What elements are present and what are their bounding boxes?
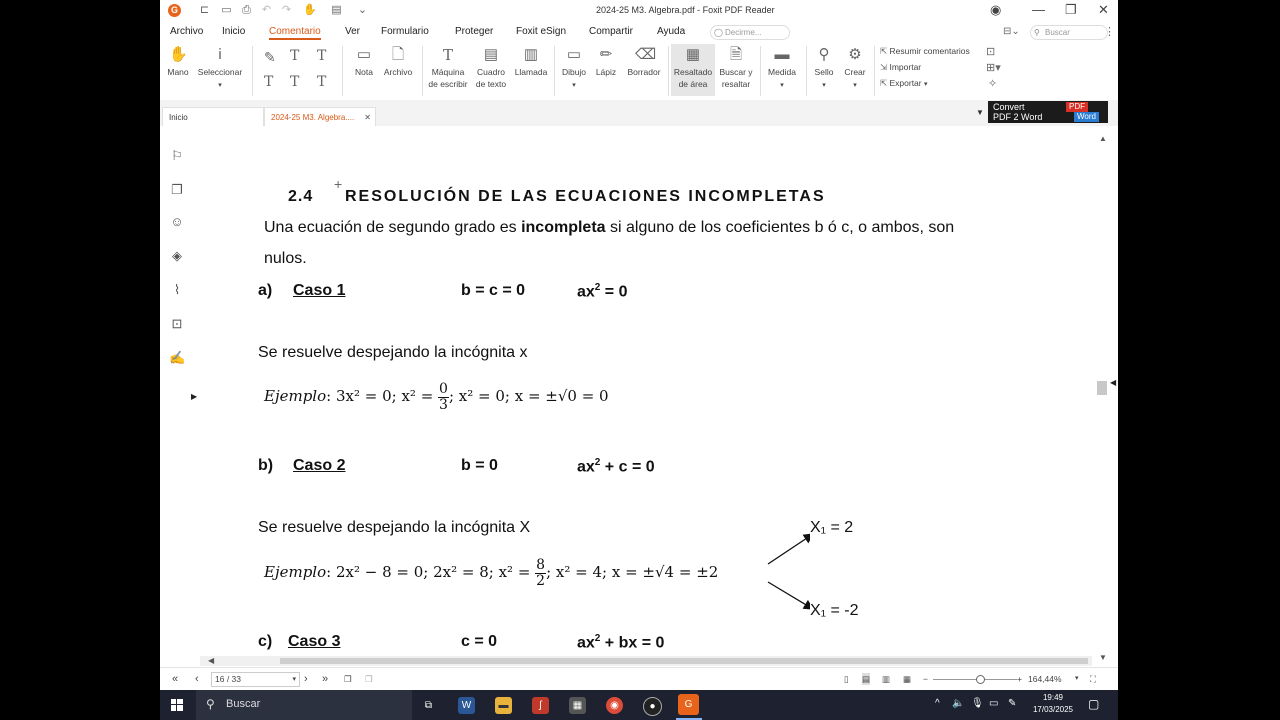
solution-arrows [750, 521, 810, 621]
menu-archivo[interactable]: Archivo [170, 26, 204, 37]
file-label: Archivo [383, 67, 413, 77]
bookmark-icon[interactable]: ⚐ [171, 148, 183, 163]
ribbon-divider [806, 46, 807, 96]
drawing-label: Dibujo [561, 67, 587, 77]
page-dropdown-icon[interactable]: ▾ [292, 676, 296, 683]
example-2-numerator: 8 [536, 556, 546, 573]
squiggly-icon[interactable]: T [264, 74, 274, 90]
example-2 [264, 550, 718, 594]
convert-pdf-banner[interactable] [988, 101, 1108, 123]
zoom-in-icon[interactable]: + [1017, 674, 1022, 684]
redo-icon[interactable]: ↷ [281, 4, 292, 16]
area-highlight-label-1: Resaltado [673, 67, 713, 77]
search-highlight-label-1: Buscar y [719, 67, 753, 77]
zoom-dropdown-icon[interactable]: ▾ [1075, 675, 1079, 682]
example-2-part-1: : 2x² − 8 = 0; 2x² = 8; x² = [326, 563, 536, 581]
ribbon-divider [760, 46, 761, 96]
calculator-icon[interactable]: ▦ [569, 697, 586, 714]
measure-button[interactable] [764, 46, 800, 92]
intro-text-1: Una ecuación de segundo grado es [264, 219, 522, 236]
create-button[interactable] [840, 46, 870, 92]
area-highlight-icon: ▦ [685, 46, 701, 63]
arrow-up [768, 534, 810, 564]
scroll-left-icon[interactable]: ◀ [208, 656, 215, 665]
eraser-icon: ⌫ [635, 46, 657, 63]
menu-comentario[interactable]: Comentario [269, 26, 321, 40]
example-2-label: Ejemplo [264, 563, 327, 581]
case-a-eq-base: ax [577, 283, 595, 301]
ribbon-divider [554, 46, 555, 96]
status-bar [160, 667, 1118, 690]
title-bar [160, 0, 1118, 22]
underline-text-icon[interactable]: T [290, 48, 300, 64]
callout-button[interactable] [512, 46, 550, 78]
import-icon: ⇲ [880, 62, 890, 72]
windows-start-icon[interactable] [171, 699, 183, 711]
close-button[interactable]: ✕ [1098, 2, 1109, 17]
word-app-icon[interactable]: W [458, 697, 475, 714]
comment-settings-icon[interactable]: ⊞▾ [986, 62, 1001, 74]
tray-chevron-icon[interactable]: ^ [935, 698, 940, 709]
measure-label: Medida [768, 67, 796, 77]
search-placeholder: Buscar [1045, 28, 1070, 37]
previous-page-icon[interactable]: ‹ [195, 673, 199, 685]
document-tabs [160, 100, 1118, 126]
continuous-page-icon[interactable]: ▤ [862, 674, 871, 684]
file-explorer-icon[interactable]: ▬ [495, 697, 512, 714]
ruler-icon: ▬ [774, 46, 790, 63]
strikeout-text-icon[interactable]: T [317, 48, 327, 64]
chrome-icon[interactable]: ◉ [606, 697, 623, 714]
pages-icon[interactable]: ❐ [171, 182, 183, 197]
foxit-taskbar-icon[interactable]: G [678, 694, 699, 715]
copy-icon[interactable]: ❐ [344, 674, 352, 684]
pin-icon[interactable]: ✧ [988, 78, 998, 90]
pdf-page-view[interactable] [200, 126, 1092, 661]
close-tab-icon[interactable]: ✕ [364, 113, 371, 122]
textbox-icon: ▤ [483, 46, 499, 63]
next-page-icon[interactable]: › [304, 673, 308, 685]
customize-chevron-icon[interactable]: ⌄ [357, 4, 368, 16]
callout-label: Llamada [514, 67, 548, 77]
case-b-solve-text: Se resuelve despejando la incógnita X [258, 519, 531, 536]
summarize-label: Resumir comentarios [889, 46, 970, 56]
example-1-denominator: 3 [439, 396, 448, 413]
search-highlight-icon: 🗎 [729, 46, 743, 63]
search-highlight-button[interactable] [717, 46, 755, 90]
comment-tool-icon[interactable]: ▤ [331, 4, 342, 16]
arrow-down [768, 582, 810, 609]
save-icon[interactable]: ▭ [221, 4, 232, 16]
window-title: 2024-25 M3. Algebra.pdf - Foxit PDF Reader [596, 5, 775, 15]
section-number: 2.4 [288, 188, 314, 205]
replace-text-icon[interactable]: T [290, 74, 300, 90]
stamp-button[interactable] [810, 46, 838, 92]
security-icon[interactable]: ⊡ [171, 316, 183, 331]
case-a-eq-rest: = 0 [600, 283, 628, 301]
textbox-button[interactable] [472, 46, 510, 90]
taskbar-search-box[interactable] [196, 690, 412, 720]
ribbon-toolbar [160, 42, 1118, 101]
textbox-label-2: de texto [475, 79, 507, 89]
taskbar [160, 690, 1118, 720]
stamp-label: Sello [814, 67, 834, 77]
case-b-condition: b = 0 [461, 457, 498, 474]
taskbar-search-placeholder: Buscar [226, 698, 261, 710]
chevron-down-icon: ▾ [218, 82, 222, 89]
collapse-right-panel-icon[interactable]: ◀ [1110, 378, 1117, 387]
note-icon: ▭ [356, 46, 372, 63]
eraser-button[interactable] [624, 46, 664, 78]
foxit-logo-icon: G [168, 4, 181, 17]
example-1-fraction [438, 382, 449, 413]
comments-icon[interactable]: ☺ [170, 214, 184, 229]
network-icon[interactable]: ▭ [989, 698, 999, 709]
ribbon-divider [874, 46, 875, 96]
hand-button[interactable] [164, 46, 192, 78]
pencil-label: Lápiz [595, 67, 617, 77]
scroll-thumb[interactable] [1097, 381, 1107, 395]
vertical-scrollbar[interactable] [1092, 126, 1118, 661]
case-a-solve-text: Se resuelve despejando la incógnita x [258, 344, 528, 361]
example-2-fraction [535, 558, 546, 589]
hand-tool-icon[interactable]: ✋ [303, 4, 317, 16]
tab-document[interactable] [264, 107, 376, 127]
create-stamp-icon: ⚙ [848, 46, 862, 63]
intro-line-1 [264, 219, 954, 237]
paste-icon[interactable]: ❐ [365, 674, 373, 684]
example-1-numerator: 0 [439, 380, 448, 397]
menu-ver[interactable]: Ver [345, 26, 361, 37]
pencil-icon: ✏ [599, 46, 613, 63]
recorder-app-icon[interactable]: ● [643, 697, 662, 716]
lightbulb-icon: ◯ [714, 28, 723, 37]
ribbon-divider [342, 46, 343, 96]
fullscreen-icon[interactable]: ⛶ [1090, 674, 1096, 684]
chevron-down-icon: ▾ [853, 82, 857, 89]
case-c-equation [577, 633, 664, 652]
typewriter-icon: T [442, 46, 453, 64]
highlight-icon[interactable]: ✎ [264, 49, 276, 65]
select-text-icon: Ꭵ [218, 46, 222, 63]
undo-icon[interactable]: ↶ [261, 4, 272, 16]
chevron-down-icon: ▾ [822, 82, 826, 89]
import-label: Importar [889, 62, 922, 72]
volume-icon[interactable]: 🔈 [952, 698, 965, 709]
typewriter-label-2: de escribir [428, 79, 468, 89]
example-2-denominator: 2 [536, 572, 546, 589]
tab-home-label: Inicio [169, 113, 188, 122]
ribbon-divider [668, 46, 669, 96]
restore-button[interactable]: ❐ [1065, 2, 1077, 17]
case-c-letter: c) [258, 633, 273, 650]
search-icon: ⚲ [206, 697, 215, 711]
ribbon-divider [252, 46, 253, 96]
clock-time: 19:49 [1042, 693, 1064, 702]
chevron-down-icon: ▾ [780, 82, 784, 89]
account-icon[interactable]: ◉ [990, 2, 1002, 17]
case-b-title: Caso 2 [293, 457, 346, 474]
ribbon-divider [422, 46, 423, 96]
case-a-letter: a) [258, 282, 273, 299]
page-number: 16 / 33 [215, 674, 241, 684]
search-input[interactable] [1030, 25, 1108, 40]
menu-compartir[interactable]: Compartir [589, 26, 633, 37]
chevron-down-icon: ▾ [923, 81, 928, 88]
tell-me-input[interactable] [710, 25, 790, 40]
minimize-button[interactable]: — [1032, 2, 1045, 17]
select-label: Seleccionar [197, 67, 243, 77]
example-1-part-2: ; x² = 0; x = ±√0 = 0 [448, 387, 609, 405]
select-button[interactable] [196, 46, 244, 92]
open-icon[interactable]: ⊏ [199, 4, 210, 16]
word-badge: Word [1074, 112, 1099, 122]
summarize-icon: ⇱ [880, 46, 890, 56]
horizontal-scrollbar[interactable] [200, 656, 1092, 666]
stamp-icon: ⚲ [818, 46, 830, 63]
case-a-equation [577, 282, 628, 301]
comments-panel-icon[interactable]: ⊡ [986, 46, 996, 58]
tabs-dropdown-icon[interactable]: ▼ [976, 108, 984, 117]
zoom-slider[interactable] [933, 679, 1017, 680]
export-button[interactable] [880, 78, 928, 90]
promo-line-2: PDF 2 Word [993, 112, 1043, 122]
note-button[interactable] [350, 46, 378, 78]
typewriter-label-1: Máquina [431, 67, 465, 77]
zoom-level[interactable]: 164,44% [1028, 674, 1062, 684]
solution-negative: X₁ = -2 [810, 602, 859, 619]
notifications-icon[interactable]: ▢ [1088, 697, 1100, 711]
search-highlight-label-2: resaltar [721, 79, 751, 89]
import-button[interactable] [880, 62, 921, 72]
chevron-down-icon: ▾ [572, 82, 576, 89]
pdf-badge: PDF [1066, 102, 1088, 112]
case-c-eq-rest: + bx = 0 [600, 634, 665, 652]
export-icon: ⇱ [880, 78, 890, 88]
example-1-part-1: : 3x² = 0; x² = [326, 387, 439, 405]
scroll-up-icon[interactable]: ▲ [1099, 134, 1107, 143]
more-options-icon[interactable]: ⋮ [1104, 26, 1115, 38]
tell-me-placeholder: Decirme... [725, 28, 762, 37]
example-2-part-2: ; x² = 4; x = ±√4 = ±2 [546, 563, 719, 581]
hand-icon: ✋ [169, 46, 188, 63]
print-icon[interactable]: ⎙ [242, 4, 251, 16]
two-continuous-icon[interactable]: ▦ [903, 674, 912, 684]
tab-document-label: 2024-25 M3. Algebra.... [271, 113, 355, 122]
rectangle-icon: ▭ [566, 46, 582, 63]
zoom-out-icon[interactable]: − [923, 674, 928, 684]
case-c-eq-exp: 2 [594, 633, 601, 644]
hand-label: Mano [167, 67, 189, 77]
file-attachment-icon: 🗋 [391, 46, 405, 63]
signature-icon[interactable]: ✍ [169, 350, 186, 365]
menu-inicio[interactable]: Inicio [222, 26, 246, 37]
eraser-label: Borrador [627, 67, 661, 77]
summarize-comments-button[interactable] [880, 46, 970, 56]
menu-proteger[interactable]: Proteger [455, 26, 494, 37]
case-a-eq-exp: 2 [594, 282, 601, 293]
cursor-crosshair-icon: + [334, 176, 343, 192]
menu-bar [160, 22, 1118, 42]
example-1-label: Ejemplo [264, 387, 327, 405]
callout-icon: ▥ [523, 46, 539, 63]
intro-bold: incompleta [521, 219, 606, 236]
typewriter-button[interactable] [426, 46, 470, 90]
single-page-icon[interactable]: ▯ [844, 674, 849, 684]
section-title: RESOLUCIÓN DE LAS ECUACIONES INCOMPLETAS [345, 188, 826, 205]
two-page-icon[interactable]: ▥ [882, 674, 891, 684]
intro-line-2: nulos. [264, 250, 307, 267]
area-highlight-button[interactable] [671, 44, 715, 96]
menu-foxit-esign[interactable]: Foxit eSign [516, 26, 567, 37]
intro-text-2: si alguno de los coeficientes b ó c, o ambos, son [605, 219, 955, 236]
solution-positive: X₁ = 2 [810, 519, 854, 536]
case-c-eq-base: ax [577, 634, 595, 652]
microphone-icon[interactable]: 🎙 [971, 698, 984, 709]
case-b-eq-exp: 2 [594, 457, 601, 468]
foxit-window [160, 0, 1118, 690]
find-options-icon[interactable]: ⊟⌄ [1003, 26, 1020, 37]
export-label: Exportar [889, 78, 922, 88]
zoom-slider-thumb[interactable] [976, 675, 985, 684]
page-number-input[interactable] [211, 672, 300, 687]
case-b-equation [577, 457, 655, 476]
pencil-button[interactable] [592, 46, 620, 78]
last-page-icon[interactable]: » [322, 673, 329, 685]
promo-line-1: Convert [993, 102, 1025, 112]
tab-home[interactable] [162, 107, 264, 127]
create-label: Crear [844, 67, 866, 77]
search-icon: ⚲ [1034, 28, 1040, 37]
attachment-icon[interactable]: ⌇ [173, 282, 181, 297]
case-a-condition: b = c = 0 [461, 282, 526, 299]
example-1 [264, 374, 609, 418]
navigation-panel [160, 126, 201, 661]
task-view-icon[interactable]: ⧉ [424, 700, 433, 711]
case-b-letter: b) [258, 457, 274, 474]
h-scroll-thumb[interactable] [280, 658, 1088, 664]
menu-ayuda[interactable]: Ayuda [657, 26, 686, 37]
layers-icon[interactable]: ◈ [172, 248, 182, 263]
case-c-condition: c = 0 [461, 633, 498, 650]
expand-panel-icon[interactable]: ▶ [191, 392, 198, 401]
scroll-down-icon[interactable]: ▼ [1099, 653, 1107, 662]
app-icon-red[interactable]: ʃ [532, 697, 549, 714]
drawing-button[interactable] [558, 46, 590, 92]
insert-text-icon[interactable]: T [317, 74, 327, 90]
case-c-title: Caso 3 [288, 633, 341, 650]
clock[interactable] [1028, 692, 1078, 716]
note-label: Nota [355, 67, 373, 77]
clock-date: 17/03/2025 [1032, 705, 1074, 714]
case-b-eq-rest: + c = 0 [600, 458, 655, 476]
area-highlight-label-2: de área [678, 79, 708, 89]
pen-icon[interactable]: ✎ [1008, 698, 1017, 709]
first-page-icon[interactable]: « [172, 673, 179, 685]
textbox-label-1: Cuadro [477, 67, 505, 77]
menu-formulario[interactable]: Formulario [381, 26, 429, 37]
case-a-title: Caso 1 [293, 282, 346, 299]
case-b-eq-base: ax [577, 458, 595, 476]
file-button[interactable] [380, 46, 416, 78]
